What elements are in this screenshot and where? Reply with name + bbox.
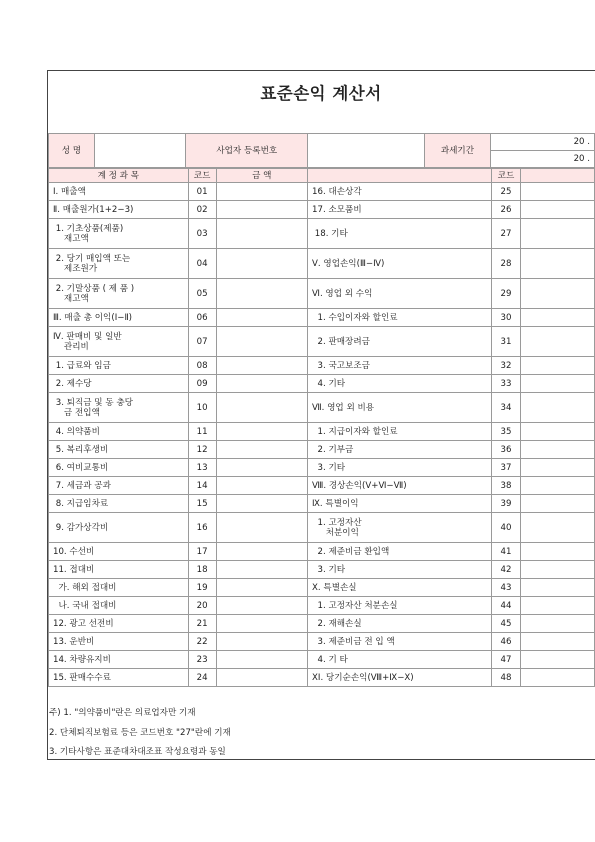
account-code-right-line1: 46 <box>500 636 512 647</box>
account-code-right-line1: 32 <box>500 360 512 371</box>
account-item <box>49 441 189 459</box>
header-table <box>48 133 595 168</box>
account-item-right-line1: 1. 수입이자와 할인료 <box>312 312 398 323</box>
account-item-right <box>308 393 491 423</box>
account-code-right-line1: 47 <box>500 654 512 665</box>
table-row <box>49 561 595 579</box>
column-code-header: 코드 <box>188 169 216 183</box>
account-code-line1: 21 <box>196 618 208 629</box>
account-code-line1: 04 <box>196 258 208 269</box>
table-row <box>49 309 595 327</box>
account-item-right <box>308 669 491 687</box>
account-item <box>49 375 189 393</box>
account-item <box>49 459 189 477</box>
amount-field-right[interactable] <box>521 513 595 543</box>
table-row <box>49 651 595 669</box>
amount-field[interactable] <box>216 513 308 543</box>
account-item-line2: 재고액 <box>53 293 89 304</box>
account-code <box>188 309 216 327</box>
table-row <box>49 579 595 597</box>
table-row <box>49 477 595 495</box>
account-item-right-line1: 17. 소모품비 <box>312 204 362 215</box>
account-code-right-line1: 44 <box>500 600 512 611</box>
account-item-line1: 6. 여비교통비 <box>53 462 109 473</box>
name-field[interactable] <box>94 134 186 168</box>
account-item-line1: 5. 복리후생비 <box>53 444 109 455</box>
account-item <box>49 357 189 375</box>
account-code-right <box>491 393 521 423</box>
table-row <box>49 459 595 477</box>
table-row <box>49 423 595 441</box>
account-code <box>188 183 216 201</box>
amount-field[interactable] <box>216 393 308 423</box>
account-code-right <box>491 327 521 357</box>
amount-field-right[interactable] <box>521 279 595 309</box>
account-code-line1: 18 <box>196 564 208 575</box>
account-item-line2: 관리비 <box>53 341 89 352</box>
table-row <box>49 633 595 651</box>
account-code-line1: 02 <box>196 204 208 215</box>
name-label: 성 명 <box>49 134 95 168</box>
account-item-right-line1: 3. 제준비금 전 입 액 <box>312 636 395 647</box>
account-code <box>188 513 216 543</box>
account-item-right-line1: 2. 판매장려금 <box>312 336 370 347</box>
account-code-right-line1: 27 <box>500 228 512 239</box>
account-item-right <box>308 459 491 477</box>
account-item <box>49 561 189 579</box>
account-code-right <box>491 495 521 513</box>
account-code-line1: 03 <box>196 228 208 239</box>
account-item-right-line1: 2. 제준비금 환입액 <box>312 546 390 557</box>
account-item-right-line1: 2. 기부금 <box>312 444 354 455</box>
account-code-right-line1: 29 <box>500 288 512 299</box>
account-code <box>188 543 216 561</box>
table-row <box>49 615 595 633</box>
amount-field-right[interactable] <box>521 579 595 597</box>
account-code-right <box>491 477 521 495</box>
account-item-right-line1: 16. 대손상각 <box>312 186 362 197</box>
account-code-line1: 22 <box>196 636 208 647</box>
account-code-right <box>491 183 521 201</box>
amount-field-right[interactable] <box>521 633 595 651</box>
amount-field-right[interactable] <box>521 597 595 615</box>
table-row <box>49 441 595 459</box>
account-code <box>188 651 216 669</box>
amount-field-right[interactable] <box>521 543 595 561</box>
amount-field-right[interactable] <box>521 249 595 279</box>
amount-field[interactable] <box>216 375 308 393</box>
table-row <box>49 201 595 219</box>
table-row <box>49 393 595 423</box>
amount-field[interactable] <box>216 669 308 687</box>
amount-field-right[interactable] <box>521 669 595 687</box>
account-item-right <box>308 543 491 561</box>
account-item-line1: 나. 국내 접대비 <box>53 600 117 611</box>
account-code <box>188 375 216 393</box>
account-item-right-line1: Ⅷ. 경상손익(Ⅴ+Ⅵ−Ⅶ) <box>312 480 407 491</box>
account-code-right-line1: 30 <box>500 312 512 323</box>
amount-field[interactable] <box>216 219 308 249</box>
account-code-line1: 09 <box>196 378 208 389</box>
amount-field-right[interactable] <box>521 441 595 459</box>
account-code-right-line1: 42 <box>500 564 512 575</box>
account-code-line1: 16 <box>196 522 208 533</box>
account-item-line1: 12. 광고 선전비 <box>53 618 114 629</box>
account-item-right-line1: 2. 재해손실 <box>312 618 362 629</box>
account-code-right <box>491 459 521 477</box>
account-code-right <box>491 201 521 219</box>
account-code-line1: 01 <box>196 186 208 197</box>
page-title: 표준손익 계산서 <box>260 84 382 103</box>
amount-field[interactable] <box>216 249 308 279</box>
account-code <box>188 393 216 423</box>
account-item-right <box>308 309 491 327</box>
account-code-right <box>491 543 521 561</box>
note-line: 2. 단체퇴직보험료 등은 코드번호 "27"란에 기재 <box>49 728 231 738</box>
account-code-right <box>491 513 521 543</box>
account-code-line1: 08 <box>196 360 208 371</box>
account-code <box>188 669 216 687</box>
account-code-right <box>491 441 521 459</box>
account-item-right-line1: Ⅴ. 영업손익(Ⅲ−Ⅳ) <box>312 258 385 269</box>
account-code <box>188 441 216 459</box>
account-item-right <box>308 633 491 651</box>
account-code <box>188 201 216 219</box>
note-line: 3. 기타사항은 표준대차대조표 작성요령과 동일 <box>49 747 226 757</box>
account-code <box>188 579 216 597</box>
account-item-right <box>308 201 491 219</box>
amount-field[interactable] <box>216 651 308 669</box>
account-item-right-line1: Ⅵ. 영업 외 수익 <box>312 288 373 299</box>
account-item-line1: 15. 판매수수료 <box>53 672 111 683</box>
amount-field-right[interactable] <box>521 477 595 495</box>
account-code <box>188 249 216 279</box>
account-code-right <box>491 561 521 579</box>
account-item-right-line1: 3. 국고보조금 <box>312 360 370 371</box>
account-code-line1: 12 <box>196 444 208 455</box>
account-code <box>188 357 216 375</box>
account-item-line1: Ⅲ. 매출 총 이익(Ⅰ−Ⅱ) <box>53 312 133 323</box>
account-item-right-line1: 4. 기타 <box>312 378 346 389</box>
account-item <box>49 309 189 327</box>
amount-field[interactable] <box>216 357 308 375</box>
account-item-right-line1: 3. 기타 <box>312 462 346 473</box>
account-item-line2: 제조원가 <box>53 263 98 274</box>
account-item-line1: 4. 의약품비 <box>53 426 100 437</box>
account-code-line1: 17 <box>196 546 208 557</box>
account-item-right <box>308 375 491 393</box>
account-item-line1: 13. 운반비 <box>53 636 95 647</box>
amount-field-right[interactable] <box>521 201 595 219</box>
period-label: 과세기간 <box>424 134 491 168</box>
account-item-line1: 11. 접대비 <box>53 564 95 575</box>
account-code-right-line1: 26 <box>500 204 512 215</box>
bizno-field[interactable] <box>308 134 424 168</box>
amount-field-right[interactable] <box>521 309 595 327</box>
table-row <box>49 219 595 249</box>
account-item <box>49 279 189 309</box>
account-item-right <box>308 183 491 201</box>
account-code-right-line1: 45 <box>500 618 512 629</box>
account-code <box>188 597 216 615</box>
account-item-right-line1: 3. 기타 <box>312 564 346 575</box>
amount-field-right[interactable] <box>521 423 595 441</box>
account-item-line1: 1. 기초상품(제품) <box>53 223 124 234</box>
amount-field[interactable] <box>216 441 308 459</box>
table-row <box>49 513 595 543</box>
account-code-right <box>491 279 521 309</box>
table-row <box>49 357 595 375</box>
income-statement-table <box>48 168 595 687</box>
account-item-line1: 9. 감가상각비 <box>53 522 109 533</box>
column-header-row <box>49 169 595 183</box>
amount-field[interactable] <box>216 633 308 651</box>
bizno-label: 사업자 등록번호 <box>186 134 308 168</box>
account-code-right-line1: 28 <box>500 258 512 269</box>
account-item <box>49 651 189 669</box>
account-item-line2: 재고액 <box>53 233 89 244</box>
account-item-right-line2: 처분이익 <box>312 527 359 538</box>
account-code-line1: 19 <box>196 582 208 593</box>
account-item-right <box>308 513 491 543</box>
table-row <box>49 327 595 357</box>
account-item-line1: 2. 기말상품 ( 제 품 ) <box>53 283 135 294</box>
account-item <box>49 423 189 441</box>
account-item-line1: 1. 급료와 임금 <box>53 360 111 371</box>
table-row <box>49 375 595 393</box>
table-row <box>49 279 595 309</box>
table-row <box>49 597 595 615</box>
account-item <box>49 543 189 561</box>
account-code-right-line1: 35 <box>500 426 512 437</box>
account-code-right <box>491 219 521 249</box>
table-row <box>49 249 595 279</box>
account-item-line1: 14. 차량유지비 <box>53 654 111 665</box>
amount-field-right[interactable] <box>521 219 595 249</box>
account-code-line1: 15 <box>196 498 208 509</box>
account-item-line1: 3. 퇴직금 및 동 충당 <box>53 397 133 408</box>
account-item-line1: 2. 당기 매입액 또는 <box>53 253 131 264</box>
account-code-right-line1: 40 <box>500 522 512 533</box>
account-item-right <box>308 249 491 279</box>
account-code <box>188 279 216 309</box>
amount-field[interactable] <box>216 477 308 495</box>
amount-field[interactable] <box>216 597 308 615</box>
account-item <box>49 393 189 423</box>
account-code-line1: 24 <box>196 672 208 683</box>
column-amount-header-right <box>521 169 595 183</box>
account-code-right-line1: 33 <box>500 378 512 389</box>
account-code-right <box>491 597 521 615</box>
account-code-right <box>491 357 521 375</box>
account-item-right <box>308 219 491 249</box>
account-item-line1: Ⅱ. 매출원가(1+2−3) <box>53 204 134 215</box>
account-code-right <box>491 249 521 279</box>
amount-field[interactable] <box>216 423 308 441</box>
account-item-line1: Ⅰ. 매출액 <box>53 186 86 197</box>
account-item-line1: 8. 지급임차료 <box>53 498 109 509</box>
account-item-right <box>308 423 491 441</box>
account-code-right-line1: 39 <box>500 498 512 509</box>
account-item-right <box>308 441 491 459</box>
amount-field[interactable] <box>216 201 308 219</box>
table-row <box>49 495 595 513</box>
account-code-line1: 10 <box>196 402 208 413</box>
account-item-right-line1: 1. 고정자산 <box>312 517 362 528</box>
account-code <box>188 633 216 651</box>
account-code-line1: 13 <box>196 462 208 473</box>
account-code-right <box>491 375 521 393</box>
account-item <box>49 513 189 543</box>
account-code-right <box>491 633 521 651</box>
account-item-right <box>308 357 491 375</box>
account-item <box>49 579 189 597</box>
account-item-right <box>308 495 491 513</box>
account-item <box>49 249 189 279</box>
account-item-right <box>308 561 491 579</box>
account-item-right-line1: Ⅸ. 특별이익 <box>312 498 359 509</box>
account-item-right-line1: 18. 기타 <box>312 228 348 239</box>
account-code-right <box>491 669 521 687</box>
amount-field[interactable] <box>216 327 308 357</box>
amount-field-right[interactable] <box>521 393 595 423</box>
amount-field[interactable] <box>216 309 308 327</box>
account-item-line1: Ⅳ. 판매비 및 일반 <box>53 331 122 342</box>
account-code <box>188 327 216 357</box>
amount-field[interactable] <box>216 495 308 513</box>
account-item-right <box>308 279 491 309</box>
account-code-right <box>491 309 521 327</box>
account-item <box>49 219 189 249</box>
account-item-right-line1: Ⅹ. 특별손실 <box>312 582 357 593</box>
amount-field[interactable] <box>216 615 308 633</box>
account-code-right-line1: 34 <box>500 402 512 413</box>
account-item <box>49 597 189 615</box>
account-item <box>49 495 189 513</box>
account-code-right-line1: 31 <box>500 336 512 347</box>
account-item <box>49 615 189 633</box>
account-item-right <box>308 597 491 615</box>
account-item-line2: 금 전입액 <box>53 407 100 418</box>
account-code-line1: 23 <box>196 654 208 665</box>
amount-field-right[interactable] <box>521 183 595 201</box>
note-line: 주) 1. "의약품비"란은 의료업자만 기재 <box>49 708 196 718</box>
account-code-line1: 20 <box>196 600 208 611</box>
account-item-right <box>308 477 491 495</box>
account-item-right-line1: ⅩⅠ. 당기순손익(Ⅷ+Ⅸ−Ⅹ) <box>312 672 414 683</box>
amount-field-right[interactable] <box>521 357 595 375</box>
account-code-right <box>491 615 521 633</box>
account-item-right <box>308 615 491 633</box>
account-item-right <box>308 327 491 357</box>
account-item <box>49 183 189 201</box>
account-code <box>188 459 216 477</box>
account-item <box>49 477 189 495</box>
account-code-right-line1: 37 <box>500 462 512 473</box>
amount-field-right[interactable] <box>521 459 595 477</box>
account-code-line1: 06 <box>196 312 208 323</box>
column-item-header-right <box>308 169 491 183</box>
amount-field-right[interactable] <box>521 327 595 357</box>
account-code <box>188 477 216 495</box>
account-item-right-line1: 1. 지급이자와 할인료 <box>312 426 398 437</box>
account-code-line1: 14 <box>196 480 208 491</box>
account-item <box>49 633 189 651</box>
account-item-line1: 가. 해외 접대비 <box>53 582 117 593</box>
account-code-right-line1: 41 <box>500 546 512 557</box>
account-item-line1: 2. 제수당 <box>53 378 92 389</box>
account-item-right-line1: 1. 고정자산 처분손실 <box>312 600 398 611</box>
account-code-right-line1: 25 <box>500 186 512 197</box>
account-code-line1: 11 <box>196 426 208 437</box>
amount-field[interactable] <box>216 579 308 597</box>
amount-field-right[interactable] <box>521 561 595 579</box>
column-code-header-right: 코드 <box>491 169 521 183</box>
account-code <box>188 561 216 579</box>
account-code-line1: 05 <box>196 288 208 299</box>
amount-field[interactable] <box>216 561 308 579</box>
period-start-field[interactable]: 20 . <box>491 134 595 151</box>
account-code <box>188 423 216 441</box>
account-item-right <box>308 579 491 597</box>
account-item <box>49 669 189 687</box>
amount-field-right[interactable] <box>521 375 595 393</box>
account-code-line1: 07 <box>196 336 208 347</box>
table-row <box>49 183 595 201</box>
account-item <box>49 327 189 357</box>
account-code-right <box>491 423 521 441</box>
account-code <box>188 495 216 513</box>
account-item-line1: 10. 수선비 <box>53 546 95 557</box>
account-code <box>188 615 216 633</box>
account-code-right <box>491 651 521 669</box>
period-end-field[interactable]: 20 . <box>491 151 595 168</box>
account-item-right-line1: 4. 기 타 <box>312 654 348 665</box>
account-code <box>188 219 216 249</box>
table-row <box>49 669 595 687</box>
account-code-right-line1: 36 <box>500 444 512 455</box>
amount-field-right[interactable] <box>521 615 595 633</box>
column-item-header: 계 정 과 목 <box>49 169 189 183</box>
account-item-right <box>308 651 491 669</box>
amount-field-right[interactable] <box>521 651 595 669</box>
table-row <box>49 543 595 561</box>
amount-field[interactable] <box>216 183 308 201</box>
account-item <box>49 201 189 219</box>
amount-field[interactable] <box>216 543 308 561</box>
amount-field[interactable] <box>216 279 308 309</box>
account-code-right <box>491 579 521 597</box>
account-code-right-line1: 43 <box>500 582 512 593</box>
account-item-line1: 7. 세금과 공과 <box>53 480 111 491</box>
account-code-right-line1: 38 <box>500 480 512 491</box>
amount-field-right[interactable] <box>521 495 595 513</box>
account-code-right-line1: 48 <box>500 672 512 683</box>
account-item-right-line1: Ⅶ. 영업 외 비용 <box>312 402 375 413</box>
column-amount-header: 금 액 <box>216 169 308 183</box>
amount-field[interactable] <box>216 459 308 477</box>
